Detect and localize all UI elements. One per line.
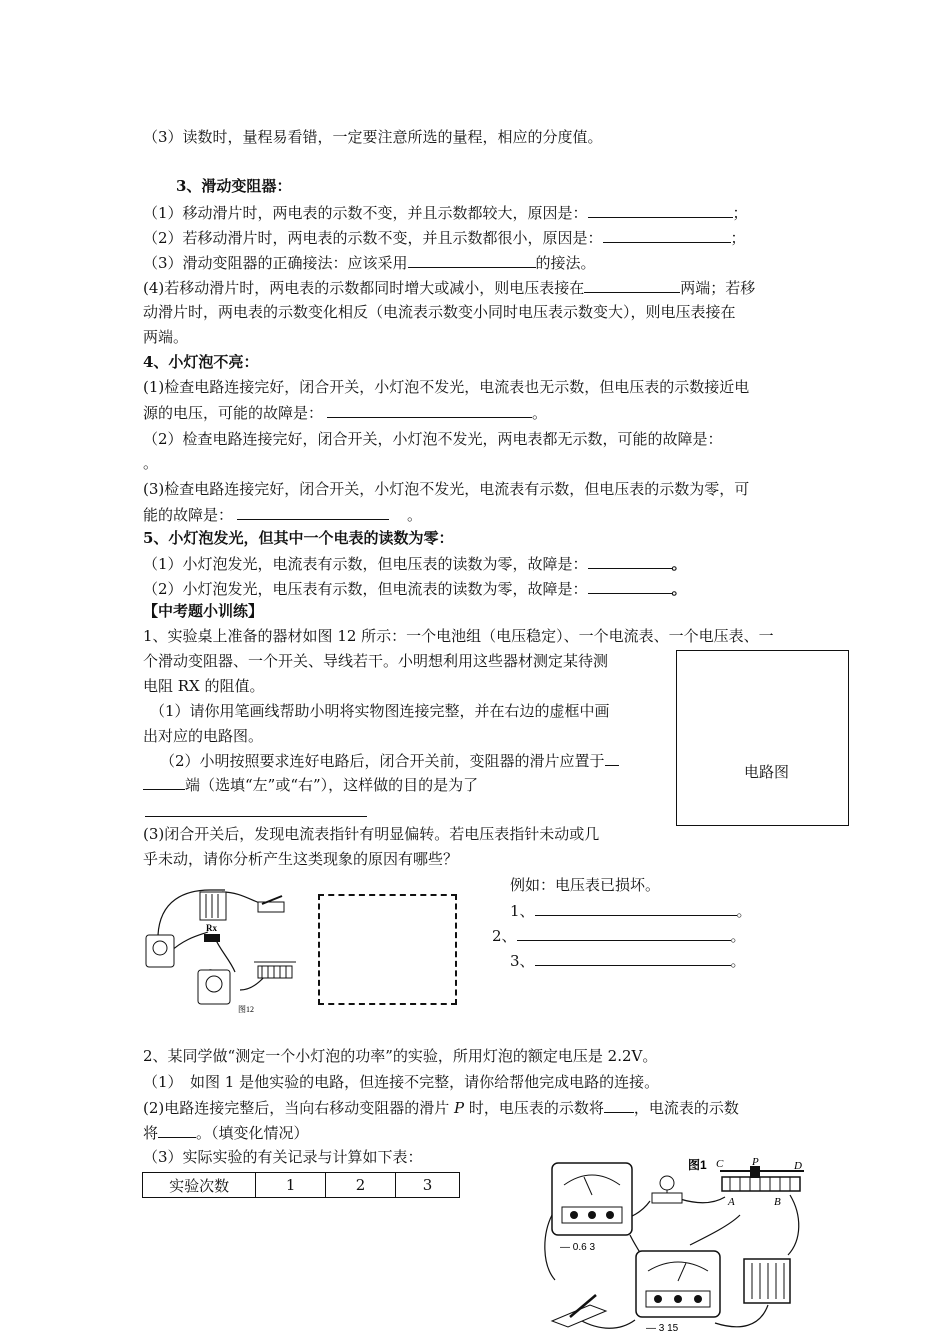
q2-line-4: 将 。（填变化情况） xyxy=(143,1121,309,1144)
q1-line-4: （1）请你用笔画线帮助小明将实物图连接完整，并在右边的虚框中画 xyxy=(150,702,610,720)
battery-icon xyxy=(200,892,226,920)
terminal-b-label: B xyxy=(774,1196,781,1208)
answer-blank[interactable] xyxy=(605,749,619,766)
ammeter-scale-label: — 0.6 3 xyxy=(560,1242,596,1253)
slide-rheostat-icon xyxy=(720,1166,804,1191)
bulb-off-line-5: (3)检查电路连接完好，闭合开关，小灯泡不发光，电流表有示数，但电压表的示数为零，可 xyxy=(143,480,750,498)
answer-line-3: 3、 。 xyxy=(510,949,746,972)
answer-blank[interactable] xyxy=(535,899,737,916)
voltmeter-icon xyxy=(636,1251,720,1317)
rheostat-heading: 3、滑动变阻器： xyxy=(176,177,292,195)
q1-line-2: 个滑动变阻器、一个开关、导线若干。小明想利用这些器材测定某待测 xyxy=(143,652,609,670)
light-bulb-icon xyxy=(652,1176,682,1203)
dashed-circuit-box[interactable] xyxy=(318,894,457,1005)
q2-line-2: （1） 如图 1 是他实验的电路，但连接不完整，请你给帮他完成电路的连接。 xyxy=(143,1073,660,1091)
answer-blank[interactable] xyxy=(584,276,680,293)
resistor-rx-icon xyxy=(204,934,220,942)
bulb-off-line-4: 。 xyxy=(143,454,159,472)
answer-blank[interactable] xyxy=(603,226,731,243)
rheostat-line-2: （2）若移动滑片时，两电表的示数不变，并且示数都很小，原因是： ； xyxy=(143,226,746,249)
example-answer: 例如：电压表已损坏。 xyxy=(510,876,661,894)
figure-1-apparatus xyxy=(540,1155,815,1337)
answer-blank[interactable] xyxy=(143,773,185,790)
rheostat-line-5: 动滑片时，两电表的示数变化相反（电流表示数变小同时电压表示数变大），则电压表接在 xyxy=(143,303,736,321)
table-cell: 3 xyxy=(395,1173,459,1198)
bulb-on-line-1: （1）小灯泡发光，电流表有示数，但电压表的读数为零，故障是： 。 xyxy=(143,552,687,575)
q1-line-5: 出对应的电路图。 xyxy=(143,727,264,745)
answer-blank[interactable] xyxy=(535,949,731,966)
rx-label: Rx xyxy=(206,923,217,933)
bulb-on-heading: 5、小灯泡发光，但其中一个电表的读数为零： xyxy=(143,529,454,547)
circuit-diagram-box[interactable] xyxy=(676,650,849,826)
answer-line-1: 1、 。 xyxy=(510,899,752,922)
answer-blank[interactable] xyxy=(327,401,532,418)
record-table xyxy=(142,1172,460,1198)
terminal-c-label: C xyxy=(716,1158,724,1170)
q1-line-7: 端（选填“左”或“右”），这样做的目的是为了 xyxy=(143,773,478,796)
bulb-off-line-1: (1)检查电路连接完好，闭合开关，小灯泡不发光，电流表也无示数，但电压表的示数接近电 xyxy=(143,378,750,396)
switch-icon xyxy=(552,1295,606,1327)
bulb-off-line-6: 能的故障是： 。 xyxy=(143,503,422,526)
answer-blank[interactable] xyxy=(408,251,536,268)
terminal-d-label: D xyxy=(794,1160,802,1172)
answer-blank[interactable] xyxy=(145,816,367,817)
table-cell: 2 xyxy=(326,1173,396,1198)
q1-line-9: (3)闭合开关后，发现电流表指针有明显偏转。若电压表指针未动或几 xyxy=(143,825,600,843)
voltmeter-scale-label: — 3 15 xyxy=(646,1323,679,1334)
circuit-diagram-label: 电路图 xyxy=(744,763,790,781)
practice-heading: 【中考题小训练】 xyxy=(143,602,264,620)
ammeter-icon xyxy=(198,970,230,1004)
answer-blank[interactable] xyxy=(158,1121,196,1138)
table-cell: 1 xyxy=(256,1173,326,1198)
answer-blank[interactable] xyxy=(588,201,733,218)
rheostat-line-6: 两端。 xyxy=(143,328,189,346)
q1-line-10: 乎未动，请你分析产生这类现象的原因有哪些？ xyxy=(143,850,459,868)
answer-blank[interactable] xyxy=(588,552,672,569)
q1-line-6: （2）小明按照要求连好电路后，闭合开关前，变阻器的滑片应置于 xyxy=(160,749,619,772)
table-row xyxy=(143,1173,460,1198)
terminal-a-label: A xyxy=(728,1196,735,1208)
slider-p-label: P xyxy=(752,1156,759,1168)
table-cell: 实验次数 xyxy=(143,1173,256,1198)
figure-1-title: 图1 xyxy=(688,1158,707,1172)
answer-blank[interactable] xyxy=(517,924,731,941)
answer-line-2: 2、 。 xyxy=(492,924,746,947)
bulb-off-line-2: 源的电压，可能的故障是： 。 xyxy=(143,401,547,424)
figure-12-caption: 图12 xyxy=(238,1005,254,1014)
bulb-on-line-2: （2）小灯泡发光，电压表有示数，但电流表的读数为零，故障是： 。 xyxy=(143,577,687,600)
q2-line-1: 2、某同学做“测定一个小灯泡的功率”的实验，所用灯泡的额定电压是 2.2V。 xyxy=(143,1047,658,1065)
rheostat-icon xyxy=(254,962,296,978)
answer-blank[interactable] xyxy=(588,577,672,594)
voltmeter-icon xyxy=(146,935,174,967)
bulb-off-line-3: （2）检查电路连接完好，闭合开关，小灯泡不发光，两电表都无示数，可能的故障是： xyxy=(143,430,723,448)
q2-line-3: (2)电路连接完整后，当向右移动变阻器的滑片 P 时，电压表的示数将 ，电流表的示数 xyxy=(143,1096,739,1119)
ammeter-icon xyxy=(552,1163,632,1235)
q2-line-5: （3）实际实验的有关记录与计算如下表： xyxy=(143,1148,423,1166)
rheostat-line-3: （3）滑动变阻器的正确接法：应该采用 的接法。 xyxy=(143,251,596,274)
answer-blank[interactable] xyxy=(237,503,389,520)
answer-blank[interactable] xyxy=(604,1096,634,1113)
reading-tip-line: （3）读数时，量程易看错，一定要注意所选的量程，相应的分度值。 xyxy=(143,128,603,146)
bulb-off-heading: 4、小灯泡不亮： xyxy=(143,353,259,371)
q1-line-1: 1、实验桌上准备的器材如图 12 所示：一个电池组（电压稳定）、一个电流表、一个电压表、一 xyxy=(143,627,774,645)
rheostat-line-1: （1）移动滑片时，两电表的示数不变，并且示数都较大，原因是： ； xyxy=(143,201,748,224)
switch-icon xyxy=(258,896,284,912)
q1-line-3: 电阻 RX 的阻值。 xyxy=(143,677,265,695)
battery-icon xyxy=(744,1259,790,1303)
rheostat-line-4: (4)若移动滑片时，两电表的示数都同时增大或减小，则电压表接在 两端；若移 xyxy=(143,276,755,299)
figure-12-apparatus xyxy=(140,880,310,1015)
